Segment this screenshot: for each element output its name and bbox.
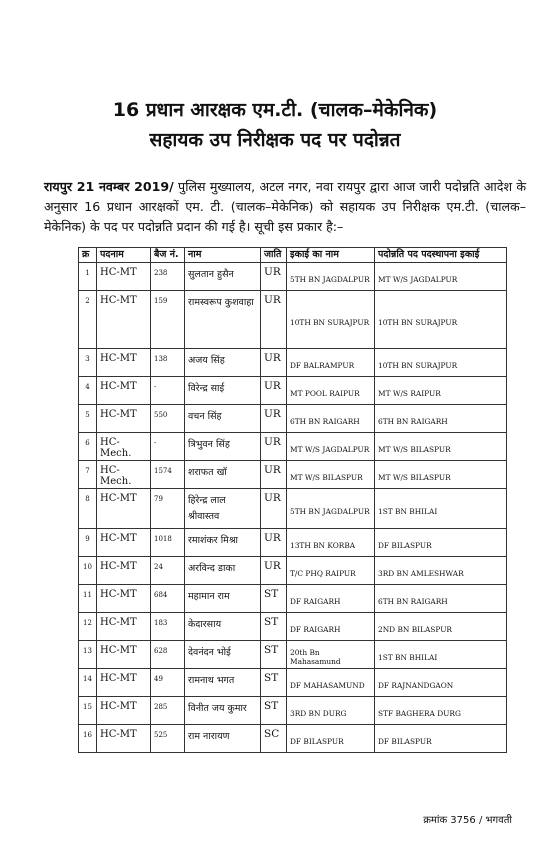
cell-sr: 8 — [79, 489, 97, 529]
cell-sr: 9 — [79, 529, 97, 557]
cell-sr: 10 — [79, 557, 97, 585]
cell-sr: 6 — [79, 433, 97, 461]
cell-sr: 12 — [79, 613, 97, 641]
table-row — [79, 433, 507, 461]
table-row — [79, 585, 507, 613]
cell-sr: 7 — [79, 461, 97, 489]
cell-badge: 1018 — [151, 529, 185, 557]
cell-new-post: 6TH BN RAIGARH — [375, 405, 507, 433]
cell-unit: DF BALRAMPUR — [287, 349, 375, 377]
promotion-table — [78, 247, 507, 753]
cell-unit: DF RAIGARH — [287, 585, 375, 613]
cell-unit: MT W/S BILASPUR — [287, 461, 375, 489]
cell-name: महामान राम — [185, 585, 261, 613]
cell-post: HC-Mech. — [97, 461, 151, 489]
cell-badge: 550 — [151, 405, 185, 433]
header-caste: जाति — [261, 248, 287, 263]
cell-caste: ST — [261, 669, 287, 697]
table-row — [79, 263, 507, 291]
cell-post: HC-MT — [97, 405, 151, 433]
cell-new-post: DF BILASPUR — [375, 725, 507, 753]
cell-caste: UR — [261, 433, 287, 461]
cell-name: विरेन्द्र साई — [185, 377, 261, 405]
header-sr: क्र — [79, 248, 97, 263]
cell-unit: 10TH BN SURAJPUR — [287, 291, 375, 349]
cell-post: HC-MT — [97, 585, 151, 613]
header-post: पदनाम — [97, 248, 151, 263]
cell-badge: - — [151, 377, 185, 405]
cell-unit: 6TH BN RAIGARH — [287, 405, 375, 433]
cell-post: HC-MT — [97, 349, 151, 377]
cell-unit: 13TH BN KORBA — [287, 529, 375, 557]
cell-sr: 1 — [79, 263, 97, 291]
cell-new-post: 10TH BN SURAJPUR — [375, 349, 507, 377]
cell-new-post: 10TH BN SURAJPUR — [375, 291, 507, 349]
cell-name: वचन सिंह — [185, 405, 261, 433]
cell-badge: 684 — [151, 585, 185, 613]
cell-post: HC-MT — [97, 489, 151, 529]
cell-caste: UR — [261, 349, 287, 377]
cell-post: HC-MT — [97, 641, 151, 669]
cell-caste: UR — [261, 529, 287, 557]
cell-name: शराफत खॉ — [185, 461, 261, 489]
cell-caste: ST — [261, 697, 287, 725]
table-row — [79, 529, 507, 557]
cell-new-post: 3RD BN AMLESHWAR — [375, 557, 507, 585]
cell-caste: ST — [261, 641, 287, 669]
cell-badge: 159 — [151, 291, 185, 349]
cell-sr: 16 — [79, 725, 97, 753]
cell-caste: ST — [261, 585, 287, 613]
cell-badge: 138 — [151, 349, 185, 377]
cell-name: केदारसाय — [185, 613, 261, 641]
cell-new-post: 6TH BN RAIGARH — [375, 585, 507, 613]
cell-unit: MT W/S JAGDALPUR — [287, 433, 375, 461]
table-row — [79, 557, 507, 585]
cell-unit: 5TH BN JAGDALPUR — [287, 263, 375, 291]
cell-badge: 183 — [151, 613, 185, 641]
cell-unit: MT POOL RAIPUR — [287, 377, 375, 405]
cell-sr: 4 — [79, 377, 97, 405]
header-unit: इकाई का नाम — [287, 248, 375, 263]
press-release-paragraph — [44, 177, 526, 237]
cell-post: HC-MT — [97, 697, 151, 725]
cell-caste: ST — [261, 613, 287, 641]
cell-caste: UR — [261, 489, 287, 529]
cell-new-post: MT W/S RAIPUR — [375, 377, 507, 405]
table-row — [79, 697, 507, 725]
table-row — [79, 291, 507, 349]
cell-unit: DF MAHASAMUND — [287, 669, 375, 697]
cell-caste: UR — [261, 557, 287, 585]
cell-caste: UR — [261, 377, 287, 405]
header-name: नाम — [185, 248, 261, 263]
cell-name: हिरेन्द्र लाल श्रीवास्तव — [185, 489, 261, 529]
cell-unit: T/C PHQ RAIPUR — [287, 557, 375, 585]
paragraph-body: पुलिस मुख्यालय, अटल नगर, नवा रायपुर द्वारा आज जारी पदोन्नति आदेश के अनुसार 16 प्रधान आरक्षकों एम. टी. (चालक–मेकेनिक) को सहायक उप निरीक्षक एम.टी. (चालक–मेकेनिक) के पद पर पदोन्नति प्रदान की गई है। सूची इस प्रकार है:– — [44, 179, 527, 234]
cell-post: HC-MT — [97, 557, 151, 585]
cell-post: HC-MT — [97, 377, 151, 405]
cell-caste: UR — [261, 291, 287, 349]
cell-name: अजय सिंह — [185, 349, 261, 377]
cell-sr: 5 — [79, 405, 97, 433]
cell-post: HC-MT — [97, 725, 151, 753]
cell-post: HC-MT — [97, 669, 151, 697]
cell-unit: 3RD BN DURG — [287, 697, 375, 725]
table-row — [79, 377, 507, 405]
cell-badge: 79 — [151, 489, 185, 529]
cell-post: HC-MT — [97, 291, 151, 349]
cell-unit: 5TH BN JAGDALPUR — [287, 489, 375, 529]
cell-new-post: DF BILASPUR — [375, 529, 507, 557]
cell-badge: 628 — [151, 641, 185, 669]
cell-unit: DF BILASPUR — [287, 725, 375, 753]
cell-name: देवनंदन भोई — [185, 641, 261, 669]
dateline: रायपुर 21 नवम्बर 2019/ — [44, 179, 174, 194]
cell-name: रमाशंकर मिश्रा — [185, 529, 261, 557]
cell-name: रामनाथ भगत — [185, 669, 261, 697]
cell-name: विनीत जय कुमार — [185, 697, 261, 725]
cell-name: राम नारायण — [185, 725, 261, 753]
cell-caste: SC — [261, 725, 287, 753]
cell-new-post: MT W/S JAGDALPUR — [375, 263, 507, 291]
table-row — [79, 349, 507, 377]
cell-caste: UR — [261, 405, 287, 433]
table-row — [79, 613, 507, 641]
cell-name: त्रिभुवन सिंह — [185, 433, 261, 461]
cell-post: HC-MT — [97, 529, 151, 557]
cell-badge: 49 — [151, 669, 185, 697]
cell-new-post: 2ND BN BILASPUR — [375, 613, 507, 641]
cell-new-post: MT W/S BILASPUR — [375, 461, 507, 489]
cell-unit: DF RAIGARH — [287, 613, 375, 641]
cell-sr: 13 — [79, 641, 97, 669]
cell-new-post: 1ST BN BHILAI — [375, 641, 507, 669]
table-row — [79, 641, 507, 669]
header-badge: बैज नं. — [151, 248, 185, 263]
cell-sr: 2 — [79, 291, 97, 349]
table-row — [79, 669, 507, 697]
cell-name: अरविन्द डाका — [185, 557, 261, 585]
cell-name: सुलतान हुसैन — [185, 263, 261, 291]
cell-caste: UR — [261, 461, 287, 489]
table-row — [79, 489, 507, 529]
cell-post: HC-MT — [97, 613, 151, 641]
cell-badge: 238 — [151, 263, 185, 291]
cell-new-post: DF RAJNANDGAON — [375, 669, 507, 697]
reference-number: क्रमांक 3756 / भगवती — [423, 815, 512, 826]
header-new-post: पदोन्नति पद पदस्थापना इकाई — [375, 248, 507, 263]
cell-sr: 15 — [79, 697, 97, 725]
cell-badge: 24 — [151, 557, 185, 585]
table-row — [79, 461, 507, 489]
cell-badge: 525 — [151, 725, 185, 753]
cell-new-post: 1ST BN BHILAI — [375, 489, 507, 529]
document-title-line-1: 16 प्रधान आरक्षक एम.टी. (चालक–मेकेनिक) — [112, 99, 438, 121]
cell-name: रामस्वरूप कुशवाहा — [185, 291, 261, 349]
cell-badge: - — [151, 433, 185, 461]
cell-sr: 14 — [79, 669, 97, 697]
cell-post: HC-Mech. — [97, 433, 151, 461]
table-row — [79, 725, 507, 753]
cell-unit: 20th Bn Mahasamund — [287, 641, 375, 669]
cell-badge: 285 — [151, 697, 185, 725]
table-row — [79, 405, 507, 433]
cell-new-post: MT W/S BILASPUR — [375, 433, 507, 461]
cell-caste: UR — [261, 263, 287, 291]
table-header-row — [79, 248, 507, 263]
cell-new-post: STF BAGHERA DURG — [375, 697, 507, 725]
document-title-line-2: सहायक उप निरीक्षक पद पर पदोन्नत — [149, 129, 401, 151]
cell-badge: 1574 — [151, 461, 185, 489]
cell-sr: 11 — [79, 585, 97, 613]
cell-sr: 3 — [79, 349, 97, 377]
cell-post: HC-MT — [97, 263, 151, 291]
